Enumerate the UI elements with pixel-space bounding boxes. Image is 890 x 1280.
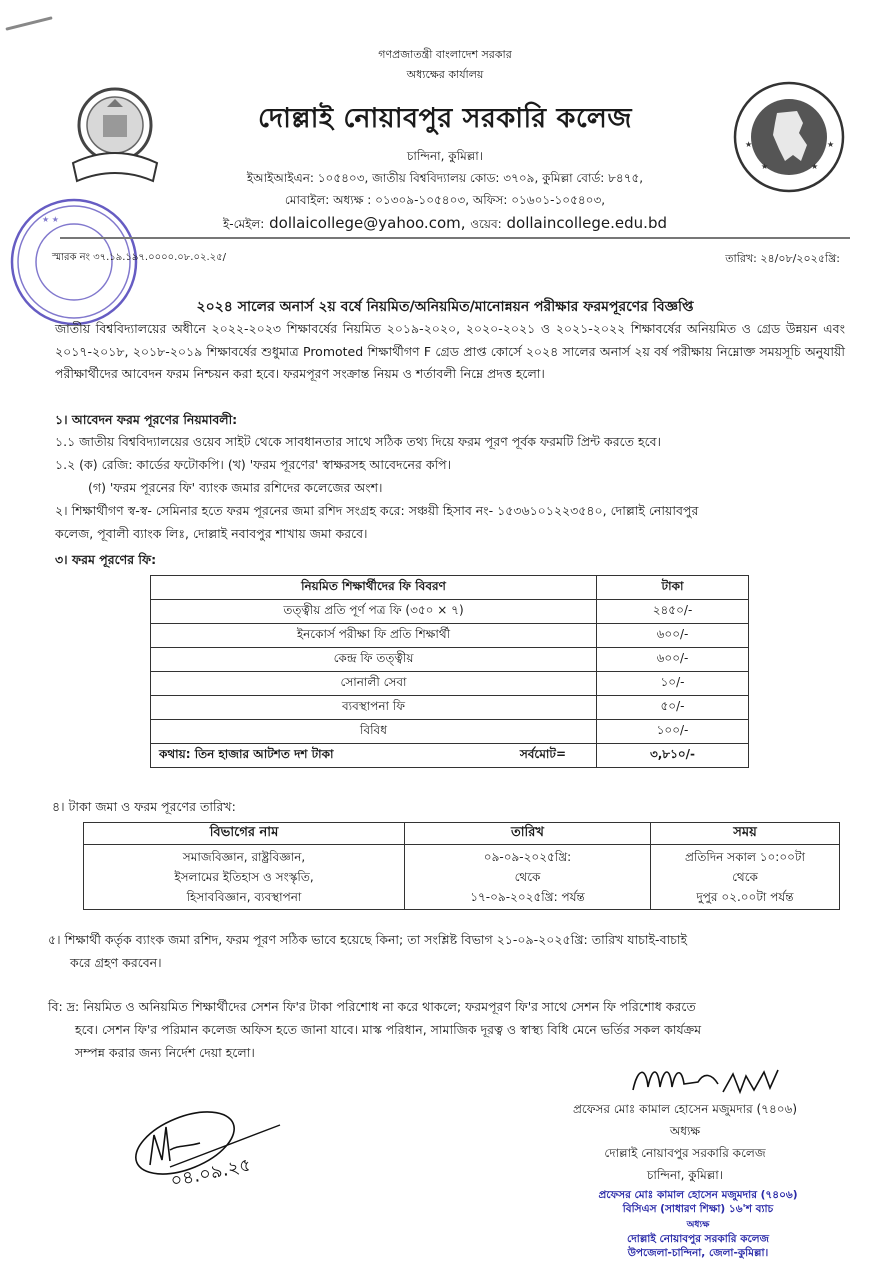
table-row	[151, 648, 749, 672]
principal-signature	[628, 1062, 808, 1102]
svg-text:★: ★	[745, 140, 753, 149]
contact-phones: মোবাইল: অধ্যক্ষ : ০১৩০৯-১০৫৪০৩, অফিস: ০১৬০১-১০৫৪০৩,	[284, 193, 606, 207]
memo-number: স্মারক নং ৩৭.১৯.১৯৭.০০০০.০৮.০২.২৫/	[52, 252, 226, 263]
website-label: ওয়েব:	[470, 217, 502, 231]
fee-item: ব্যবস্থাপনা ফি	[151, 696, 597, 720]
fee-in-words: কথায়: তিন হাজার আটশত দশ টাকা	[159, 746, 334, 761]
fee-amount: ১০০/-	[597, 720, 749, 744]
fee-total-label: সর্বমোট=	[519, 746, 566, 761]
seal-line5: উপজেলা-চান্দিনা, জেলা-কুমিল্লা।	[627, 1247, 769, 1259]
svg-text:★: ★	[761, 162, 769, 171]
fee-total-amount: ৩,৮১০/-	[597, 744, 749, 768]
rule-1-2-g: (গ) 'ফরম পূরনের ফি' ব্যাংক জমার রশিদের কলেজের অংশ।	[88, 480, 383, 495]
fee-amount: ৬০০/-	[597, 648, 749, 672]
schedule-table	[83, 822, 840, 910]
note-line1: বি: দ্র: নিয়মিত ও অনিয়মিত শিক্ষার্থীদের সেশন ফি'র টাকা পরিশোধ না করে থাকলে; ফরমপূরণ ফি'র সাথে সেশন ফি পরিশোধ করতে	[48, 999, 696, 1014]
section4-title: ৪। টাকা জমা ও ফরম পূরণের তারিখ:	[52, 799, 236, 814]
section2-line1: ২। শিক্ষার্থীগণ স্ব-স্ব- সেমিনার হতে ফরম পূরনের জমা রশিদ সংগ্রহ করে: সঞ্চয়ী হিসাব নং- ১৫৩৬১০১২২৩৫৪০, দোল্লাই নোয়াবপুর	[55, 503, 699, 518]
section2-line2: কলেজ, পূবালী ব্যাংক লিঃ, দোল্লাই নবাবপুর শাখায় জমা করবে।	[55, 526, 368, 541]
seal-line1: প্রফেসর মোঃ কামাল হোসেন মজুমদার (৭৪০৬)	[598, 1189, 798, 1201]
rule-1-2: ১.২ (ক) রেজি: কার্ডের ফটোকপি। (খ) 'ফরম পূরণের' স্বাক্ষরসহ আবেদনের কপি।	[55, 457, 452, 472]
time-end: দুপুর ০২.০০টা পর্যন্ত	[696, 890, 794, 904]
college-name: দোল্লাই নোয়াবপুর সরকারি কলেজ	[257, 103, 633, 134]
schedule-header	[84, 823, 840, 845]
notice-subject: ২০২৪ সালের অনার্স ২য় বর্ষে নিয়মিত/অনিয়মিত/মানোন্নয়ন পরীক্ষার ফরমপূরণের বিজ্ঞপ্তি	[196, 299, 694, 315]
institution-codes: ইআইআইএন: ১০৫৪০৩, জাতীয় বিশ্ববিদ্যালয় কোড: ৩৭০৯, কুমিল্লা বোর্ড: ৮৪৭৫,	[246, 171, 644, 185]
department-line: হিসাববিজ্ঞান, ব্যবস্থাপনা	[186, 890, 302, 904]
date-connector: থেকে	[514, 870, 541, 884]
email-label: ই-মেইল:	[223, 217, 265, 231]
svg-text:★ ★: ★ ★	[42, 215, 59, 224]
table-row	[151, 672, 749, 696]
fee-amount: ২৪৫০/-	[597, 600, 749, 624]
signatory-location: চান্দিনা, কুমিল্লা।	[646, 1168, 724, 1182]
date-start: ০৯-০৯-২০২৫খ্রি:	[483, 850, 572, 864]
fee-table-header	[151, 576, 749, 600]
section1-title: ১। আবেদন ফরম পূরণের নিয়মাবলী:	[55, 412, 238, 427]
department-line: ইসলামের ইতিহাস ও সংস্কৃতি,	[174, 870, 314, 884]
fee-header-amount: টাকা	[597, 576, 749, 600]
fee-total-row	[151, 744, 749, 768]
date-cell	[405, 845, 651, 910]
notice-date: তারিখ: ২৪/০৮/২০২৫খ্রি:	[725, 252, 840, 265]
fee-item: সোনালী সেবা	[151, 672, 597, 696]
date-end: ১৭-০৯-২০২৫খ্রি: পর্যন্ত	[470, 890, 585, 904]
govt-line: গণপ্রজাতন্ত্রী বাংলাদেশ সরকার	[378, 48, 512, 61]
schedule-header-date: তারিখ	[405, 823, 651, 845]
fee-amount: ৫০/-	[597, 696, 749, 720]
initial-signature	[130, 1105, 290, 1195]
initial-signature-date: ০৪.০৯.২৫	[168, 1154, 253, 1192]
svg-text:★: ★	[827, 140, 835, 149]
section5-line1: ৫। শিক্ষার্থী কর্তৃক ব্যাংক জমা রশিদ, ফরম পূরণ সঠিক ভাবে হয়েছে কিনা; তা সংশ্লিষ্ট বিভাগ ২১-০৯-২০২৫খ্রি: তারিখ যাচাই-বাচাই	[48, 932, 688, 947]
table-row	[151, 624, 749, 648]
website-link[interactable]: dollaincollege.edu.bd	[506, 214, 667, 232]
email-link[interactable]: dollaicollege@yahoo.com,	[269, 214, 466, 232]
note-line2: হবে। সেশন ফি'র পরিমান কলেজ অফিস হতে জানা যাবে। মাস্ক পরিধান, সামাজিক দূরত্ব ও স্বাস্থ্য বিধি মেনে ভর্তির সকল কার্যক্রম	[75, 1022, 702, 1037]
table-row	[84, 845, 840, 910]
seal-line4: দোল্লাই নোয়াবপুর সরকারি কলেজ	[627, 1233, 769, 1245]
section3-title: ৩। ফরম পূরণের ফি:	[55, 552, 157, 567]
seal-line2: বিসিএস (সাধারণ শিক্ষা) ১৬'শ ব্যাচ	[622, 1203, 774, 1215]
scan-mark	[5, 16, 52, 31]
department-line: সমাজবিজ্ঞান, রাষ্ট্রবিজ্ঞান,	[182, 850, 306, 864]
fee-header-item: নিয়মিত শিক্ষার্থীদের ফি বিবরণ	[151, 576, 597, 600]
signatory-designation: অধ্যক্ষ	[669, 1124, 701, 1138]
fee-item: কেন্দ্র ফি তত্ত্বীয়	[151, 648, 597, 672]
fee-total-cell	[151, 744, 597, 768]
college-location: চান্দিনা, কুমিল্লা।	[406, 149, 484, 163]
schedule-header-time: সময়	[651, 823, 840, 845]
fee-item: বিবিধ	[151, 720, 597, 744]
fee-amount: ১০/-	[597, 672, 749, 696]
signatory-name: প্রফেসর মোঃ কামাল হোসেন মজুমদার (৭৪০৬)	[572, 1102, 798, 1116]
fee-table	[150, 575, 749, 768]
seal-line3: অধ্যক্ষ	[686, 1220, 710, 1230]
header-divider	[60, 237, 850, 239]
fee-item: তত্ত্বীয় প্রতি পূর্ণ পত্র ফি (৩৫০ × ৭)	[151, 600, 597, 624]
office-line: অধ্যক্ষের কার্যালয়	[406, 68, 484, 81]
table-row	[151, 600, 749, 624]
contact-web	[0, 214, 890, 236]
rule-1-1: ১.১ জাতীয় বিশ্ববিদ্যালয়ের ওয়েব সাইট থেকে সাবধানতার সাথে সঠিক তথ্য দিয়ে ফরম পূরণ পূর্বক ফরমটি প্রিন্ট করতে হবে।	[55, 434, 662, 449]
note-line3: সম্পন্ন করার জন্য নির্দেশ দেয়া হলো।	[75, 1045, 255, 1060]
svg-text:★: ★	[811, 162, 819, 171]
fee-amount: ৬০০/-	[597, 624, 749, 648]
time-connector: থেকে	[732, 870, 758, 884]
table-row	[151, 720, 749, 744]
section5-line2: করে গ্রহণ করবেন।	[70, 955, 162, 970]
intro-paragraph: জাতীয় বিশ্ববিদ্যালয়ের অধীনে ২০২২-২০২৩ শিক্ষাবর্ষের নিয়মিত ২০১৯-২০২০, ২০২০-২০২১ ও ২০২১-২০২২ শিক্ষাবর্ষের অনিয়মিত ও গ্রেড উন্নয়ন এবং ২০১৭-২০১৮, ২০১৮-২০১৯ শিক্ষাবর্ষের শুধুমাত্র Promoted শিক্ষার্থীগণ F গ্রেড প্রাপ্ত কোর্সে ২০২৪ সালের অনার্স ২য় বর্ষ পরীক্ষায় নিম্নোক্ত সময়সূচি অনুযায়ী পরীক্ষার্থীদের আবেদন ফরম নিশ্চয়ন করা হবে। ফরমপূরণ সংক্রান্ত নিয়ম ও শর্তাবলী নিম্নে প্রদত্ত হলো।	[55, 321, 845, 381]
signatory-college: দোল্লাই নোয়াবপুর সরকারি কলেজ	[604, 1146, 766, 1160]
time-start: প্রতিদিন সকাল ১০:০০টা	[685, 850, 805, 864]
schedule-header-department: বিভাগের নাম	[84, 823, 405, 845]
fee-item: ইনকোর্স পরীক্ষা ফি প্রতি শিক্ষার্থী	[151, 624, 597, 648]
department-cell	[84, 845, 405, 910]
table-row	[151, 696, 749, 720]
time-cell	[651, 845, 840, 910]
